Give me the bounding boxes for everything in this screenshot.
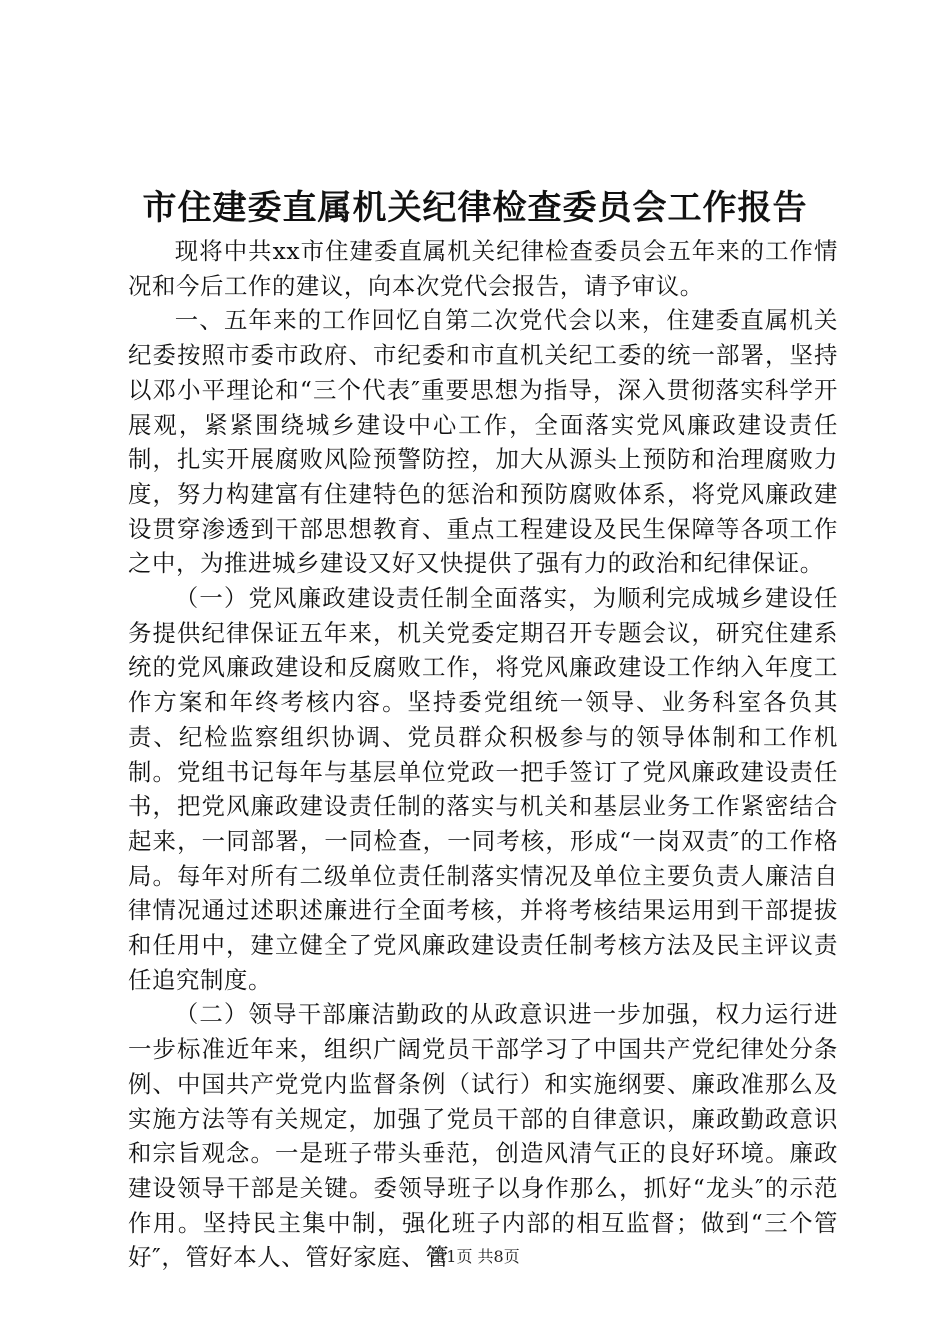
- page-number-footer: 第1页 共8页: [430, 1247, 520, 1266]
- paragraph-subsection-1: （一）党风廉政建设责任制全面落实，为顺利完成城乡建设任务提供纪律保证五年来，机关党委定期召开专题会议，研究住建系统的党风廉政建设和反腐败工作，将党风廉政建设工作纳入年度工作方案和年终考核内容。坚持委党组统一领导、业务科室各负其责、纪检监察组织协调、党员群众积极参与的领导体制和工作机制。党组书记每年与基层单位党政一把手签订了党风廉政建设责任书，把党风廉政建设责任制的落实与机关和基层业务工作紧密结合起来，一同部署，一同检查，一同考核，形成“一岗双责″的工作格局。每年对所有二级单位责任制落实情况及单位主要负责人廉洁自律情况通过述职述廉进行全面考核，并将考核结果运用到干部提拔和任用中，建立健全了党风廉政建设责任制考核方法及民主评议责任追究制度。: [128, 584, 838, 994]
- paragraph-section-one: 一、五年来的工作回忆自第二次党代会以来，住建委直属机关纪委按照市委市政府、市纪委和市直机关纪工委的统一部署，坚持以邓小平理论和“三个代表″重要思想为指导，深入贯彻落实科学开展观，紧紧围绕城乡建设中心工作，全面落实党风廉政建设责任制，扎实开展腐败风险预警防控，加大从源头上预防和治理腐败力度，努力构建富有住建特色的惩治和预防腐败体系，将党风廉政建设贯穿渗透到干部思想教育、重点工程建设及民生保障等各项工作之中，为推进城乡建设又好又快提供了强有力的政治和纪律保证。: [128, 306, 838, 578]
- paragraph-intro: 现将中共xx市住建委直属机关纪律检查委员会五年来的工作情况和今后工作的建议，向本次党代会报告，请予审议。: [128, 237, 838, 300]
- document-body: [128, 234, 838, 1275]
- document-title: 市住建委直属机关纪律检查委员会工作报告: [142, 188, 808, 228]
- paragraph-subsection-2: （二）领导干部廉洁勤政的从政意识进一步加强，权力运行进一步标准近年来，组织广阔党员干部学习了中国共产党纪律处分条例、中国共产党党内监督条例（试行）和实施纲要、廉政准那么及实施方法等有关规定，加强了党员干部的自律意识，廉政勤政意识和宗旨观念。一是班子带头垂范，创造风清气正的良好环境。廉政建设领导干部是关键。委领导班子以身作那么，抓好“龙头″的示范作用。坚持民主集中制，强化班子内部的相互监督；做到“三个管好″，管好本人、管好家庭、管: [128, 1000, 838, 1272]
